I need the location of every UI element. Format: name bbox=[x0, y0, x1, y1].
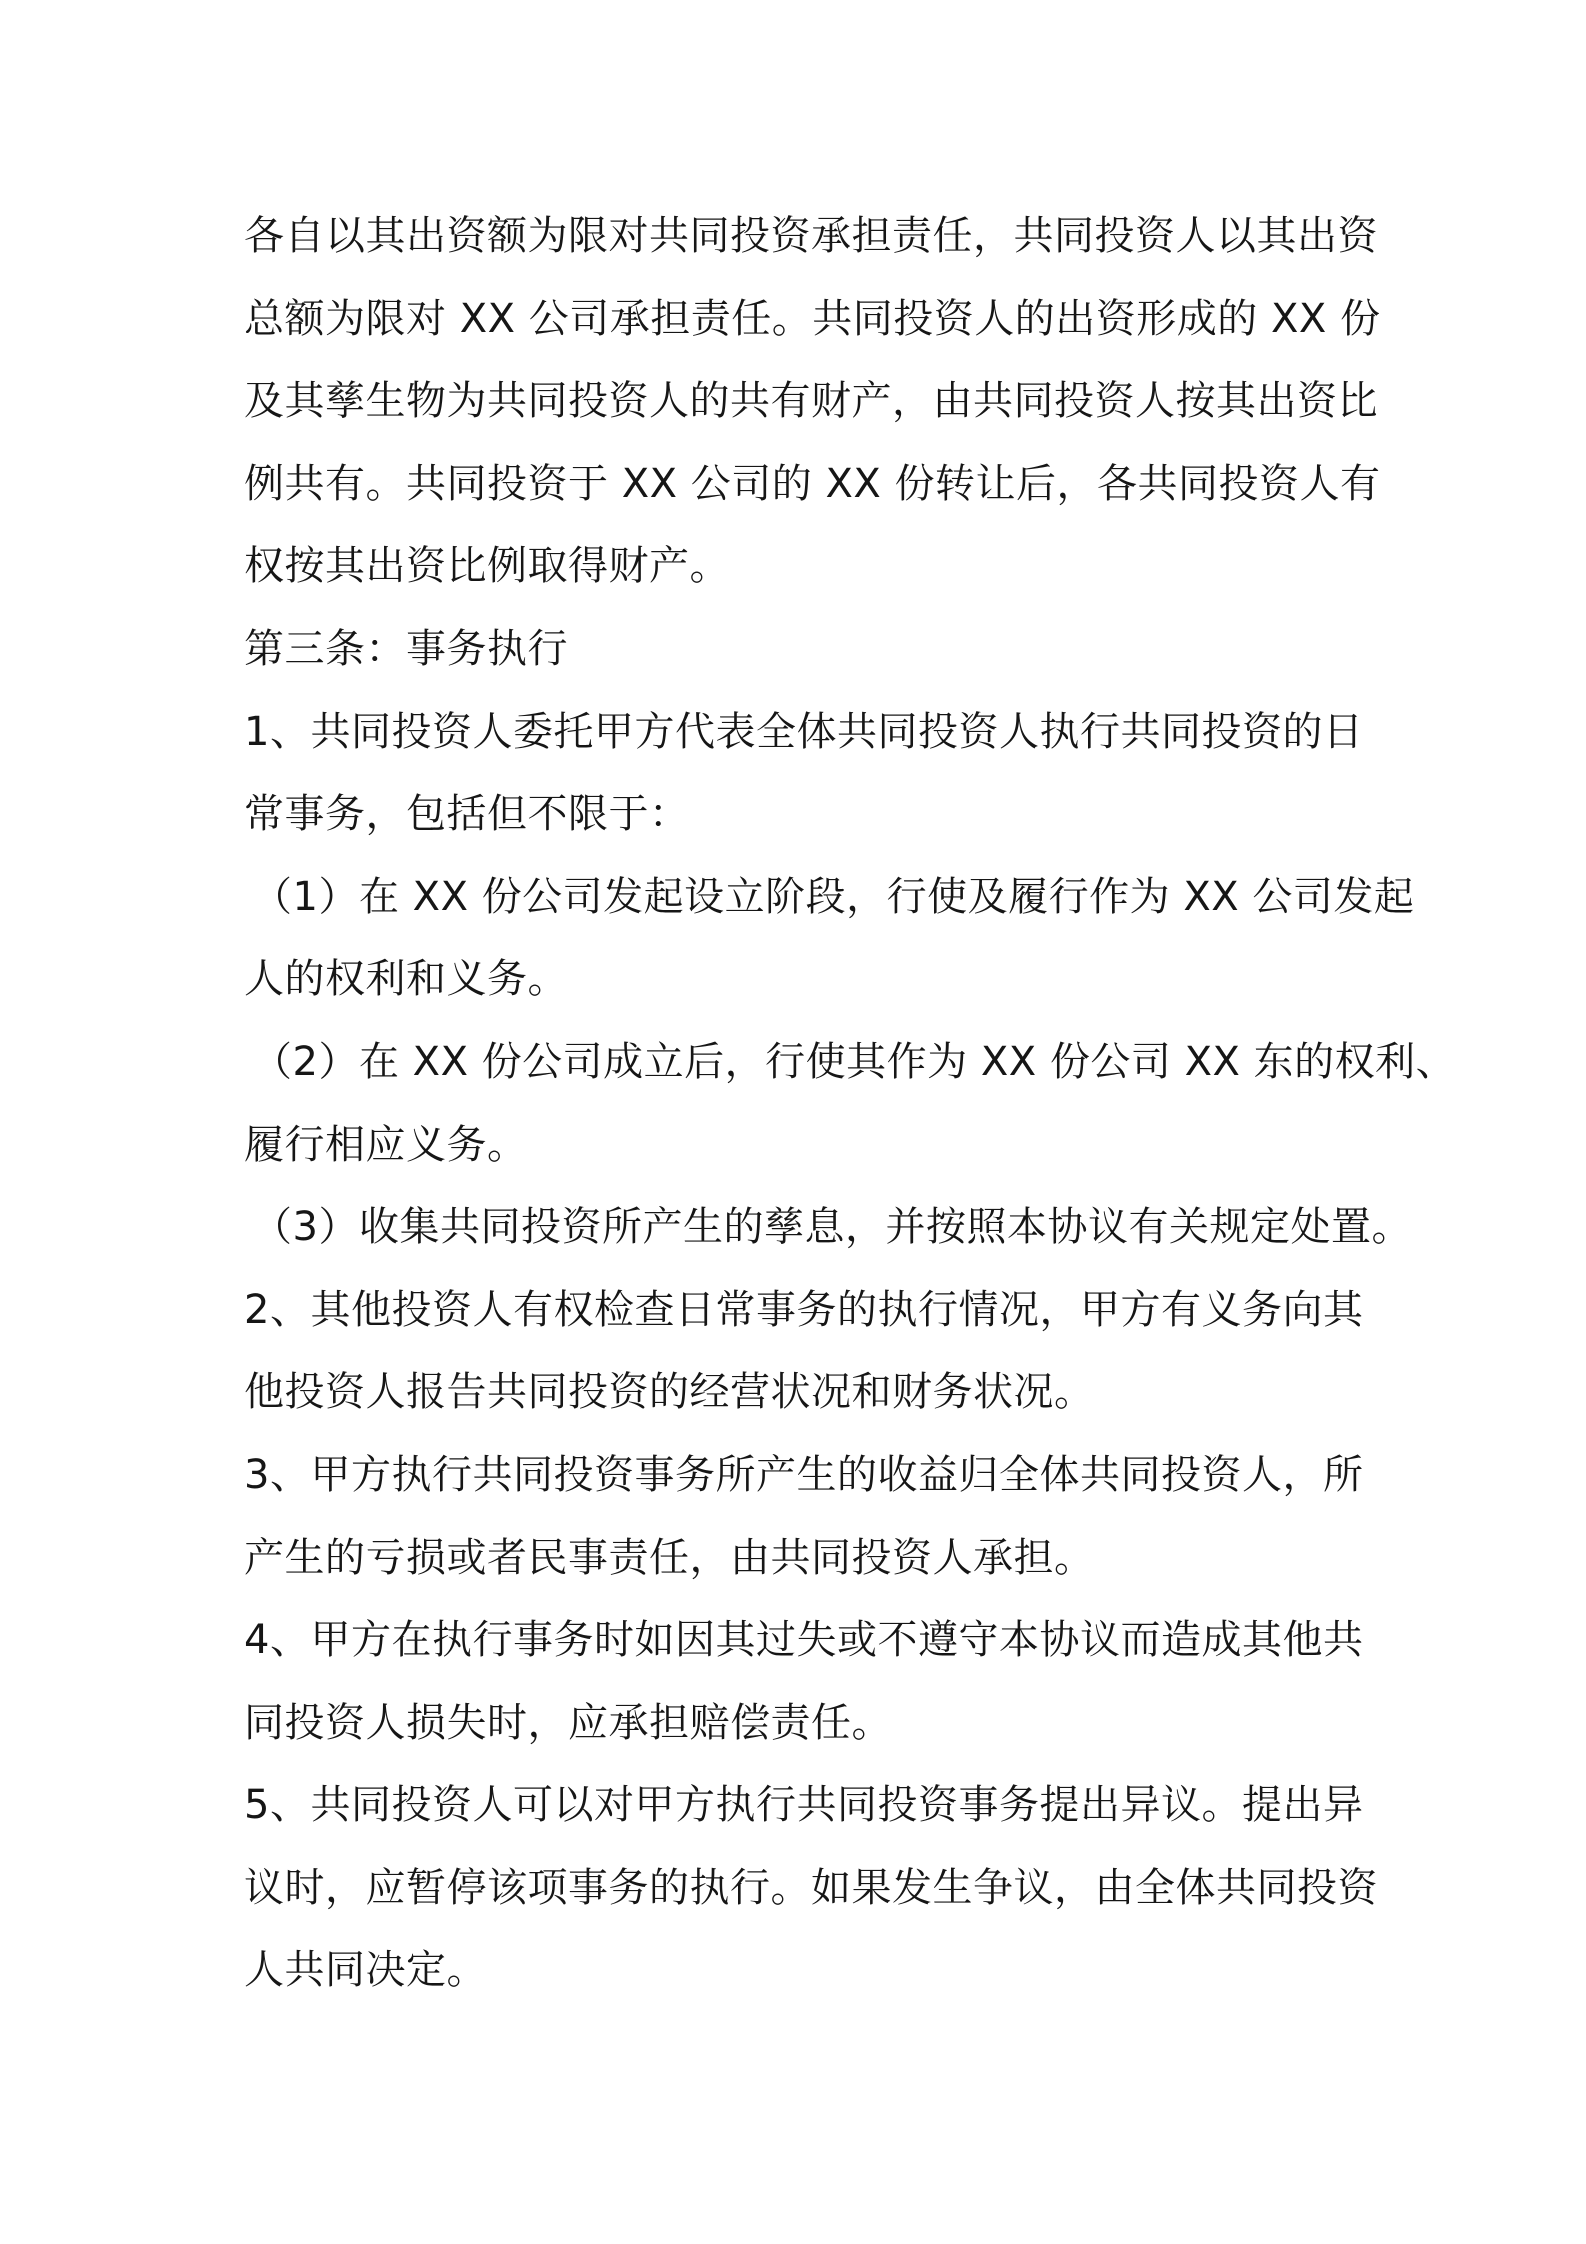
text-line-15: 他投资人报告共同投资的经营状况和财务状况。 bbox=[244, 1369, 1095, 1416]
text-line-12: 履行相应义务。 bbox=[244, 1121, 528, 1168]
text-line-3: 及其孳生物为共同投资人的共有财产，由共同投资人按其出资比 bbox=[244, 378, 1378, 425]
text-line-19: 同投资人损失时，应承担赔偿责任。 bbox=[244, 1699, 892, 1746]
text-line-10: 人的权利和义务。 bbox=[244, 956, 568, 1003]
text-line-2: 总额为限对 XX 公司承担责任。共同投资人的出资形成的 XX 份 bbox=[244, 295, 1381, 342]
text-line-8: 常事务，包括但不限于： bbox=[244, 791, 690, 838]
text-line-17: 产生的亏损或者民事责任，由共同投资人承担。 bbox=[244, 1534, 1095, 1581]
text-line-1: 各自以其出资额为限对共同投资承担责任，共同投资人以其出资 bbox=[244, 213, 1378, 259]
text-line-13: （3）收集共同投资所产生的孳息，并按照本协议有关规定处置。 bbox=[252, 1204, 1412, 1251]
text-line-14: 2、其他投资人有权检查日常事务的执行情况，甲方有义务向其 bbox=[244, 1286, 1364, 1333]
text-line-9: （1）在 XX 份公司发起设立阶段，行使及履行作为 XX 公司发起 bbox=[252, 873, 1415, 920]
text-line-5: 权按其出资比例取得财产。 bbox=[244, 543, 730, 590]
text-line-4: 例共有。共同投资于 XX 公司的 XX 份转让后，各共同投资人有 bbox=[244, 460, 1381, 507]
text-line-21: 议时，应暂停该项事务的执行。如果发生争议，由全体共同投资 bbox=[244, 1864, 1378, 1911]
text-line-7: 1、共同投资人委托甲方代表全体共同投资人执行共同投资的日 bbox=[244, 708, 1364, 755]
text-line-18: 4、甲方在执行事务时如因其过失或不遵守本协议而造成其他共 bbox=[244, 1617, 1364, 1664]
text-line-11: （2）在 XX 份公司成立后，行使其作为 XX 份公司 XX 东的权利、 bbox=[252, 1038, 1457, 1085]
document-body bbox=[244, 195, 1457, 2012]
text-line-22: 人共同决定。 bbox=[244, 1947, 487, 1994]
text-line-16: 3、甲方执行共同投资事务所产生的收益归全体共同投资人，所 bbox=[244, 1451, 1364, 1498]
text-line-20: 5、共同投资人可以对甲方执行共同投资事务提出异议。提出异 bbox=[244, 1782, 1364, 1829]
section-heading: 第三条：事务执行 bbox=[244, 625, 568, 672]
